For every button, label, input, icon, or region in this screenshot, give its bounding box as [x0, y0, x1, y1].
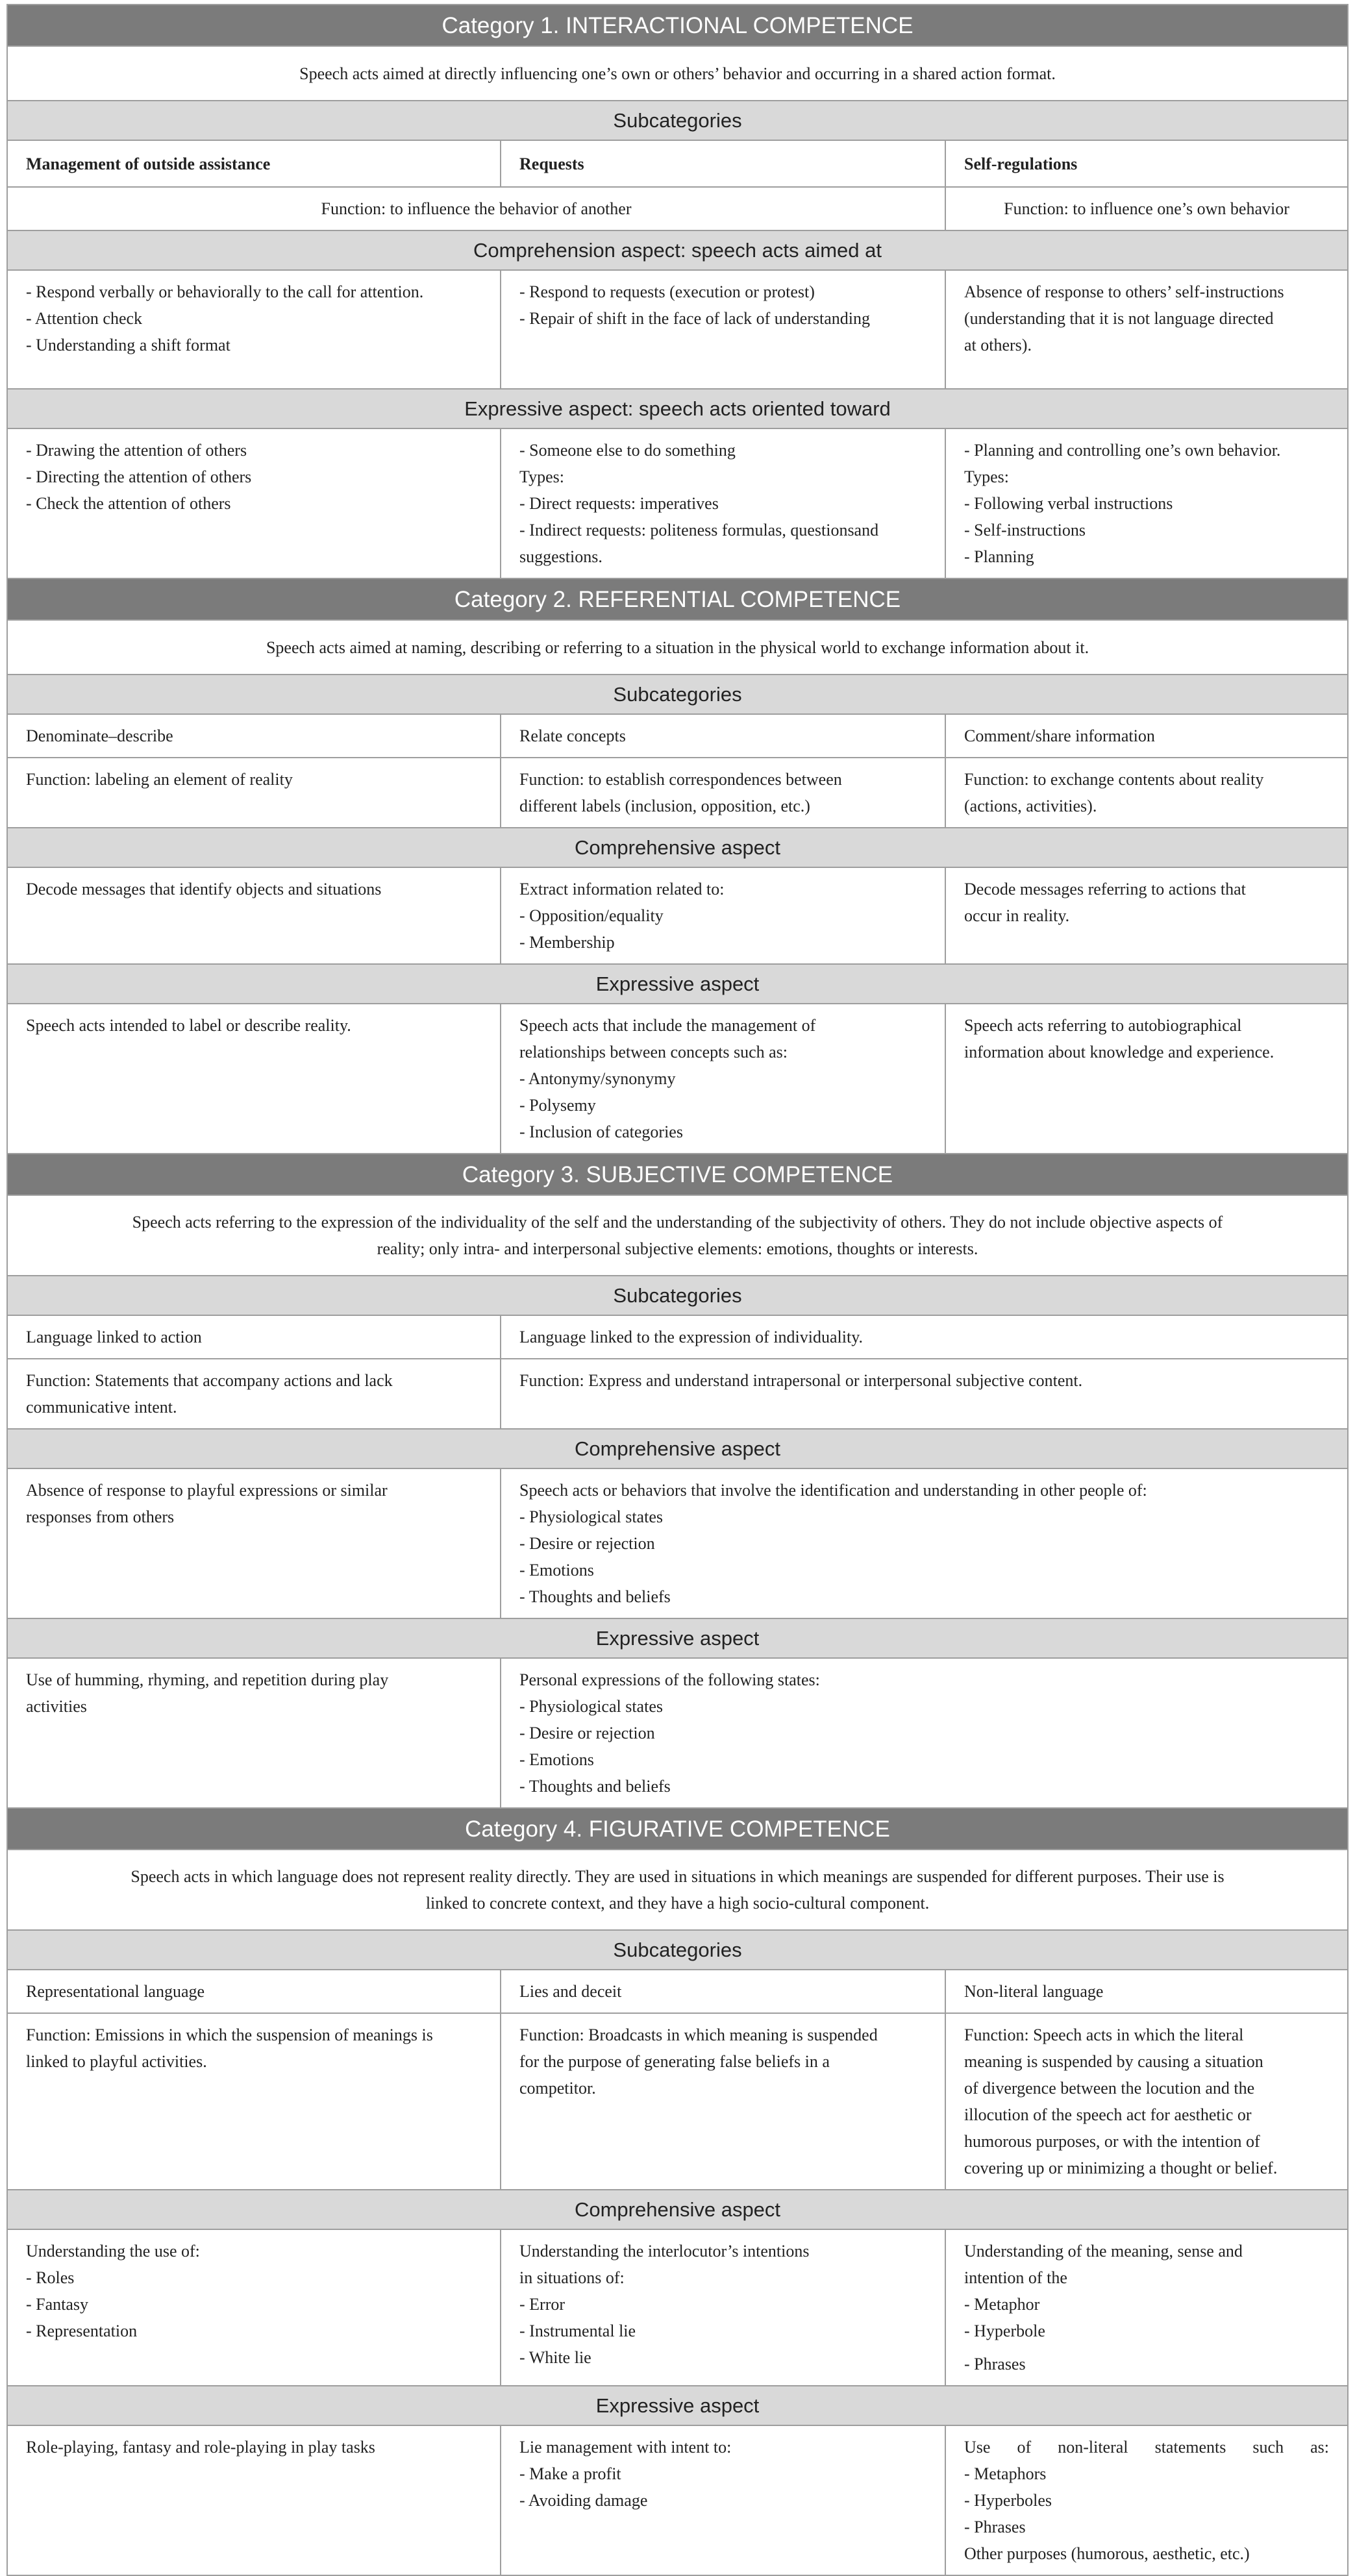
cell-line: Function: to establish correspondences between [519, 770, 842, 789]
cell-line: - Error [519, 2295, 566, 2314]
cell-line: Understanding of the meaning, sense and [964, 2242, 1243, 2260]
cell-line: - Understanding a shift format [26, 336, 230, 354]
subcategory-name: Comment/share information [945, 714, 1348, 758]
category-2-header: Category 2. REFERENTIAL COMPETENCE [7, 578, 1348, 620]
cell-line: - Indirect requests: politeness formulas, questionsand [519, 521, 879, 539]
description-line: reality; only intra- and interpersonal subjective elements: emotions, thoughts or interests. [377, 1239, 978, 1258]
cell-line: illocution of the speech act for aesthetic or [964, 2105, 1252, 2124]
cell-line: - Drawing the attention of others [26, 441, 247, 460]
category-1-expressive-row [7, 428, 1348, 578]
cell-line: Lie management with intent to: [519, 2438, 732, 2457]
category-3-comprehension-header: Comprehensive aspect [7, 1429, 1348, 1468]
cell-line: - Phrases [964, 2518, 1026, 2536]
category-1-comprehension-header: Comprehension aspect: speech acts aimed at [7, 230, 1348, 270]
cell-line: - Hyperboles [964, 2491, 1052, 2510]
cell-line: Decode messages referring to actions that [964, 880, 1246, 898]
cell-line: - White lie [519, 2348, 591, 2367]
function-cell: Function: to influence the behavior of another [7, 187, 945, 230]
category-4-expressive-header: Expressive aspect [7, 2386, 1348, 2425]
cell-line: - Physiological states [519, 1697, 663, 1716]
aspect-cell [7, 1658, 501, 1808]
description-line: Speech acts in which language does not represent reality directly. They are used in situations in which meanings are suspended for different purposes. Their use is [131, 1867, 1224, 1886]
category-2-comprehension-row [7, 867, 1348, 964]
cell-line: Absence of response to playful expressions or similar [26, 1481, 388, 1500]
aspect-cell [501, 2229, 945, 2386]
cell-line: Speech acts intended to label or describe reality. [26, 1016, 351, 1035]
cell-line: Other purposes (humorous, aesthetic, etc.) [964, 2544, 1250, 2563]
function-cell [7, 758, 501, 828]
category-3-header: Category 3. SUBJECTIVE COMPETENCE [7, 1154, 1348, 1195]
cell-line: - Representation [26, 2322, 138, 2340]
aspect-cell [945, 2425, 1348, 2575]
category-2-description: Speech acts aimed at naming, describing or referring to a situation in the physical world to exchange information about it. [7, 620, 1348, 675]
category-2-expressive-row [7, 1004, 1348, 1154]
cell-line: relationships between concepts such as: [519, 1043, 788, 1061]
cell-line: - Hyperbole [964, 2322, 1045, 2340]
aspect-cell [501, 1468, 1348, 1618]
function-cell [501, 1359, 1348, 1429]
category-3-description [7, 1195, 1348, 1276]
cell-line: Types: [964, 467, 1009, 486]
cell-line: Understanding the interlocutor’s intentions [519, 2242, 810, 2260]
cell-line: - Someone else to do something [519, 441, 736, 460]
category-2-subcategories-header: Subcategories [7, 675, 1348, 714]
cell-line: (understanding that it is not language directed [964, 309, 1274, 328]
cell-line: Function: to exchange contents about reality [964, 770, 1264, 789]
cell-line: at others). [964, 336, 1032, 354]
cell-line: - Membership [519, 933, 615, 952]
cell-line: Speech acts referring to autobiographical [964, 1016, 1242, 1035]
cell-line: - Planning and controlling one’s own behavior. [964, 441, 1281, 460]
description-line: linked to concrete context, and they have a high socio-cultural component. [425, 1894, 930, 1913]
aspect-cell [7, 270, 501, 389]
category-4-header: Category 4. FIGURATIVE COMPETENCE [7, 1808, 1348, 1850]
cell-line: Role-playing, fantasy and role-playing in play tasks [26, 2438, 375, 2457]
cell-line: - Emotions [519, 1561, 594, 1579]
aspect-cell [7, 867, 501, 964]
cell-line: - Emotions [519, 1750, 594, 1769]
cell-line: for the purpose of generating false beliefs in a [519, 2052, 830, 2071]
cell-line: - Avoiding damage [519, 2491, 648, 2510]
cell-line: competitor. [519, 2079, 596, 2098]
cell-line: - Physiological states [519, 1507, 663, 1526]
category-4-subcategories-header: Subcategories [7, 1930, 1348, 1970]
cell-line: in situations of: [519, 2268, 625, 2287]
cell-line: - Phrases [964, 2355, 1026, 2373]
cell-line: Personal expressions of the following states: [519, 1670, 820, 1689]
cell-line: - Antonymy/synonymy [519, 1069, 676, 1088]
category-3-subcategories-header: Subcategories [7, 1276, 1348, 1315]
subcategory-name: Relate concepts [501, 714, 945, 758]
cell-line: (actions, activities). [964, 797, 1097, 815]
cell-line: Types: [519, 467, 564, 486]
aspect-cell [7, 1468, 501, 1618]
cell-line: - Metaphor [964, 2295, 1040, 2314]
cell-line: - Attention check [26, 309, 143, 328]
aspect-cell [501, 1658, 1348, 1808]
cell-line: different labels (inclusion, opposition, etc.) [519, 797, 810, 815]
aspect-cell [945, 867, 1348, 964]
cell-line: Function: Statements that accompany actions and lack [26, 1371, 393, 1390]
cell-line: Use of humming, rhyming, and repetition during play [26, 1670, 389, 1689]
aspect-cell [501, 428, 945, 578]
cell-line: activities [26, 1697, 87, 1716]
subcategory-name: Language linked to action [7, 1315, 501, 1359]
cell-line: Absence of response to others’ self-instructions [964, 282, 1284, 301]
cell-line: - Respond to requests (execution or protest) [519, 282, 815, 301]
cell-line: - Polysemy [519, 1096, 596, 1115]
aspect-cell [945, 1004, 1348, 1154]
cell-line: covering up or minimizing a thought or belief. [964, 2159, 1278, 2177]
category-3-expressive-header: Expressive aspect [7, 1618, 1348, 1658]
cell-line: Function: Speech acts in which the literal [964, 2025, 1244, 2044]
cell-line: Function: Express and understand intrapersonal or interpersonal subjective content. [519, 1371, 1083, 1390]
cell-line: - Self-instructions [964, 521, 1086, 539]
category-4-expressive-row [7, 2425, 1348, 2575]
cell-line: - Desire or rejection [519, 1724, 655, 1742]
subcategory-name: Self-regulations [945, 140, 1348, 187]
cell-line: Extract information related to: [519, 880, 725, 898]
category-2-expressive-header: Expressive aspect [7, 964, 1348, 1004]
cell-line: suggestions. [519, 547, 603, 566]
cell-line: - Fantasy [26, 2295, 89, 2314]
category-3-expressive-row [7, 1658, 1348, 1808]
aspect-cell [945, 428, 1348, 578]
subcategory-name: Requests [501, 140, 945, 187]
cell-line: - Following verbal instructions [964, 494, 1173, 513]
cell-line: - Instrumental lie [519, 2322, 636, 2340]
cell-line: Speech acts that include the management of [519, 1016, 816, 1035]
subcategory-name: Language linked to the expression of individuality. [501, 1315, 1348, 1359]
cell-line: - Metaphors [964, 2464, 1047, 2483]
cell-line: responses from others [26, 1507, 175, 1526]
cell-line: - Check the attention of others [26, 494, 231, 513]
cell-line: Use of non-literal statements such as: [964, 2438, 1330, 2457]
cell-line: - Roles [26, 2268, 75, 2287]
cell-line: - Inclusion of categories [519, 1122, 683, 1141]
cell-line: Understanding the use of: [26, 2242, 200, 2260]
aspect-cell [501, 1004, 945, 1154]
category-1-description: Speech acts aimed at directly influencing one’s own or others’ behavior and occurring in a shared action format. [7, 46, 1348, 101]
aspect-cell [945, 270, 1348, 389]
function-cell [501, 758, 945, 828]
aspect-cell [7, 2425, 501, 2575]
aspect-cell [945, 2229, 1348, 2386]
subcategory-name: Lies and deceit [501, 1970, 945, 2013]
cell-line: of divergence between the locution and the [964, 2079, 1255, 2098]
category-1-subcategories-header: Subcategories [7, 101, 1348, 140]
function-cell: Function: to influence one’s own behavior [945, 187, 1348, 230]
category-4-comprehension-header: Comprehensive aspect [7, 2190, 1348, 2229]
category-1-expressive-header: Expressive aspect: speech acts oriented toward [7, 389, 1348, 428]
cell-line: - Planning [964, 547, 1034, 566]
aspect-cell [501, 270, 945, 389]
function-cell [501, 2013, 945, 2190]
function-cell [7, 2013, 501, 2190]
subcategory-name: Denominate–describe [7, 714, 501, 758]
cell-line: information about knowledge and experience. [964, 1043, 1274, 1061]
category-4-comprehension-row [7, 2229, 1348, 2386]
cell-line: meaning is suspended by causing a situation [964, 2052, 1263, 2071]
cell-line: - Respond verbally or behaviorally to the call for attention. [26, 282, 424, 301]
category-3-comprehension-row [7, 1468, 1348, 1618]
cell-line: - Thoughts and beliefs [519, 1777, 671, 1796]
category-3-function-row [7, 1359, 1348, 1429]
cell-line: intention of the [964, 2268, 1067, 2287]
function-cell [7, 1359, 501, 1429]
category-2-function-row [7, 758, 1348, 828]
cell-line: linked to playful activities. [26, 2052, 207, 2071]
category-1-header: Category 1. INTERACTIONAL COMPETENCE [7, 5, 1348, 46]
aspect-cell [7, 2229, 501, 2386]
subcategory-name: Non-literal language [945, 1970, 1348, 2013]
cell-line: Function: Emissions in which the suspension of meanings is [26, 2025, 433, 2044]
cell-line: communicative intent. [26, 1398, 177, 1417]
cell-line: - Desire or rejection [519, 1534, 655, 1553]
category-4-function-row [7, 2013, 1348, 2190]
cell-line: - Opposition/equality [519, 906, 664, 925]
cell-line: Decode messages that identify objects and situations [26, 880, 382, 898]
aspect-cell [7, 1004, 501, 1154]
aspect-cell [7, 428, 501, 578]
cell-line: Function: labeling an element of reality [26, 770, 293, 789]
cell-line: - Directing the attention of others [26, 467, 252, 486]
cell-line: occur in reality. [964, 906, 1070, 925]
cell-line: Function: Broadcasts in which meaning is suspended [519, 2025, 878, 2044]
cell-line: Speech acts or behaviors that involve the identification and understanding in other people of: [519, 1481, 1147, 1500]
cell-line: - Direct requests: imperatives [519, 494, 719, 513]
category-2-comprehension-header: Comprehensive aspect [7, 828, 1348, 867]
cell-line: - Make a profit [519, 2464, 621, 2483]
category-4-description [7, 1850, 1348, 1930]
competence-table [6, 4, 1349, 2576]
category-1-comprehension-row [7, 270, 1348, 389]
description-line: Speech acts referring to the expression of the individuality of the self and the understanding of the subjectivity of others. They do not include objective aspects of [132, 1213, 1223, 1232]
aspect-cell [501, 867, 945, 964]
subcategory-name: Management of outside assistance [7, 140, 501, 187]
function-cell [945, 2013, 1348, 2190]
aspect-cell [501, 2425, 945, 2575]
cell-line: humorous purposes, or with the intention of [964, 2132, 1260, 2151]
subcategory-name: Representational language [7, 1970, 501, 2013]
cell-line: - Repair of shift in the face of lack of understanding [519, 309, 871, 328]
function-cell [945, 758, 1348, 828]
cell-line: - Thoughts and beliefs [519, 1587, 671, 1606]
